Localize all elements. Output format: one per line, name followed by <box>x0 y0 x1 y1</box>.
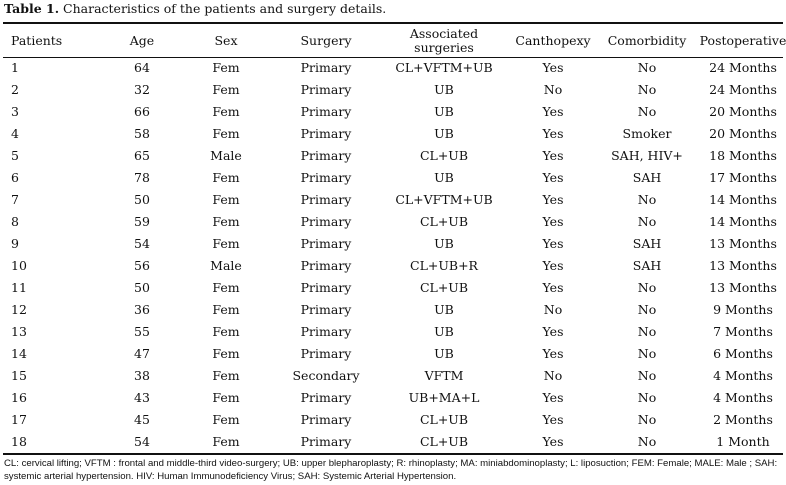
sex-cell: Fem <box>212 280 240 295</box>
postoperative-cell: 4 Months <box>713 390 773 405</box>
sex-cell: Fem <box>212 104 240 119</box>
surgery-cell: Primary <box>300 346 352 361</box>
canthopexy-cell: Yes <box>542 60 564 75</box>
sex-cell: Fem <box>212 126 240 141</box>
associated-surgeries-cell: CL+UB+R <box>410 258 478 273</box>
surgery-cell: Primary <box>300 390 352 405</box>
table-row <box>3 167 786 189</box>
associated-surgeries-cell: UB+MA+L <box>408 390 480 405</box>
column-header-comorbidity: Comorbidity <box>607 32 687 48</box>
postoperative-cell: 13 Months <box>709 236 777 251</box>
column-header-age: Age <box>129 32 155 48</box>
surgery-cell: Primary <box>300 170 352 185</box>
canthopexy-cell: Yes <box>542 258 564 273</box>
header-row <box>3 24 786 57</box>
patient-cell: 9 <box>11 236 19 251</box>
surgery-cell: Primary <box>300 148 352 163</box>
age-cell: 59 <box>134 214 150 229</box>
canthopexy-cell: Yes <box>542 148 564 163</box>
associated-surgeries-cell: UB <box>434 236 454 251</box>
table-row <box>3 387 786 409</box>
table-row <box>3 431 786 453</box>
sex-cell: Fem <box>212 412 240 427</box>
surgery-cell: Primary <box>300 60 352 75</box>
canthopexy-cell: Yes <box>542 214 564 229</box>
comorbidity-cell: No <box>637 192 657 207</box>
table-row <box>3 365 786 387</box>
postoperative-cell: 14 Months <box>709 192 777 207</box>
sex-cell: Fem <box>212 82 240 97</box>
sex-cell: Fem <box>212 368 240 383</box>
associated-surgeries-cell: CL+UB <box>419 280 469 295</box>
sex-cell: Fem <box>212 60 240 75</box>
column-header-patients: Patients <box>11 32 63 48</box>
age-cell: 50 <box>134 192 150 207</box>
age-cell: 65 <box>134 148 150 163</box>
associated-surgeries-cell: UB <box>434 170 454 185</box>
patient-cell: 4 <box>11 126 19 141</box>
associated-surgeries-cell: UB <box>434 104 454 119</box>
table-row <box>3 321 786 343</box>
patient-cell: 5 <box>11 148 19 163</box>
postoperative-cell: 4 Months <box>713 368 773 383</box>
patients-table <box>3 24 786 453</box>
surgery-cell: Secondary <box>292 368 360 383</box>
age-cell: 47 <box>134 346 150 361</box>
associated-surgeries-cell: VFTM <box>424 368 464 383</box>
column-header-postoperative: Postoperative <box>699 32 786 48</box>
sex-cell: Male <box>210 258 242 273</box>
comorbidity-cell: No <box>637 214 657 229</box>
postoperative-cell: 14 Months <box>709 214 777 229</box>
associated-surgeries-cell: UB <box>434 302 454 317</box>
comorbidity-cell: No <box>637 390 657 405</box>
sex-cell: Male <box>210 148 242 163</box>
age-cell: 50 <box>134 280 150 295</box>
age-cell: 54 <box>134 434 150 449</box>
table-row <box>3 189 786 211</box>
table-row <box>3 57 786 79</box>
surgery-cell: Primary <box>300 258 352 273</box>
postoperative-cell: 24 Months <box>709 60 777 75</box>
canthopexy-cell: Yes <box>542 280 564 295</box>
age-cell: 54 <box>134 236 150 251</box>
comorbidity-cell: No <box>637 82 657 97</box>
comorbidity-cell: No <box>637 280 657 295</box>
age-cell: 64 <box>134 60 150 75</box>
patient-cell: 15 <box>11 368 27 383</box>
canthopexy-cell: No <box>543 368 563 383</box>
column-header-canthopexy: Canthopexy <box>515 32 591 48</box>
patient-cell: 1 <box>11 60 19 75</box>
comorbidity-cell: No <box>637 412 657 427</box>
surgery-cell: Primary <box>300 214 352 229</box>
table-row <box>3 299 786 321</box>
table-caption-label: Table 1. <box>4 1 60 16</box>
postoperative-cell: 24 Months <box>709 82 777 97</box>
associated-surgeries-cell: CL+UB <box>419 434 469 449</box>
surgery-cell: Primary <box>300 302 352 317</box>
postoperative-cell: 6 Months <box>713 346 773 361</box>
table-caption <box>4 1 386 17</box>
table-row <box>3 211 786 233</box>
patient-cell: 8 <box>11 214 19 229</box>
comorbidity-cell: SAH <box>632 236 662 251</box>
comorbidity-cell: No <box>637 302 657 317</box>
comorbidity-cell: SAH <box>632 170 662 185</box>
age-cell: 45 <box>134 412 150 427</box>
canthopexy-cell: Yes <box>542 192 564 207</box>
comorbidity-cell: SAH <box>632 258 662 273</box>
comorbidity-cell: No <box>637 324 657 339</box>
comorbidity-cell: No <box>637 60 657 75</box>
table-row <box>3 123 786 145</box>
table-row <box>3 101 786 123</box>
canthopexy-cell: Yes <box>542 170 564 185</box>
table-row <box>3 409 786 431</box>
comorbidity-cell: Smoker <box>622 126 672 141</box>
surgery-cell: Primary <box>300 126 352 141</box>
age-cell: 66 <box>134 104 150 119</box>
associated-surgeries-cell: UB <box>434 324 454 339</box>
postoperative-cell: 17 Months <box>709 170 777 185</box>
canthopexy-cell: Yes <box>542 104 564 119</box>
canthopexy-cell: Yes <box>542 346 564 361</box>
associated-surgeries-cell: CL+UB <box>419 148 469 163</box>
postoperative-cell: 20 Months <box>709 104 777 119</box>
sex-cell: Fem <box>212 170 240 185</box>
postoperative-cell: 18 Months <box>709 148 777 163</box>
canthopexy-cell: No <box>543 82 563 97</box>
surgery-cell: Primary <box>300 324 352 339</box>
comorbidity-cell: No <box>637 104 657 119</box>
patient-cell: 2 <box>11 82 19 97</box>
postoperative-cell: 2 Months <box>713 412 773 427</box>
age-cell: 55 <box>134 324 150 339</box>
surgery-cell: Primary <box>300 412 352 427</box>
table-row <box>3 145 786 167</box>
postoperative-cell: 20 Months <box>709 126 777 141</box>
canthopexy-cell: Yes <box>542 236 564 251</box>
canthopexy-cell: Yes <box>542 126 564 141</box>
table-caption-text: Characteristics of the patients and surgery details. <box>59 1 387 16</box>
table-row <box>3 277 786 299</box>
patient-cell: 16 <box>11 390 27 405</box>
sex-cell: Fem <box>212 214 240 229</box>
table-row <box>3 233 786 255</box>
patient-cell: 11 <box>11 280 27 295</box>
surgery-cell: Primary <box>300 280 352 295</box>
table-body <box>3 57 786 453</box>
sex-cell: Fem <box>212 192 240 207</box>
surgery-cell: Primary <box>300 434 352 449</box>
sex-cell: Fem <box>212 346 240 361</box>
canthopexy-cell: Yes <box>542 412 564 427</box>
comorbidity-cell: No <box>637 368 657 383</box>
associated-surgeries-cell: CL+UB <box>419 214 469 229</box>
postoperative-cell: 9 Months <box>713 302 773 317</box>
surgery-cell: Primary <box>300 104 352 119</box>
associated-surgeries-cell: UB <box>434 82 454 97</box>
age-cell: 36 <box>134 302 150 317</box>
table-bottom-rule <box>3 453 783 455</box>
associated-surgeries-cell: UB <box>434 126 454 141</box>
patient-cell: 17 <box>11 412 27 427</box>
surgery-cell: Primary <box>300 236 352 251</box>
patient-cell: 6 <box>11 170 19 185</box>
column-header-associated-surgeries: Associated surgeries <box>409 25 479 55</box>
age-cell: 58 <box>134 126 150 141</box>
sex-cell: Fem <box>212 434 240 449</box>
patient-cell: 13 <box>11 324 27 339</box>
postoperative-cell: 13 Months <box>709 280 777 295</box>
canthopexy-cell: Yes <box>542 434 564 449</box>
patient-cell: 7 <box>11 192 19 207</box>
table-row <box>3 79 786 101</box>
age-cell: 78 <box>134 170 150 185</box>
patient-cell: 18 <box>11 434 27 449</box>
comorbidity-cell: SAH, HIV+ <box>611 148 683 163</box>
column-header-surgery: Surgery <box>300 32 352 48</box>
age-cell: 43 <box>134 390 150 405</box>
table-row <box>3 255 786 277</box>
age-cell: 56 <box>134 258 150 273</box>
table-footnote: CL: cervical lifting; VFTM : frontal and middle-third video-surgery; UB: upper blepharoplasty; R: rhinoplasty; MA: miniabdominoplasty; L: liposuction; FEM: Female; MALE: Male ; SAH: systemic arterial hypertension. HIV: Human Immunodeficiency Virus; SAH: Systemic Arterial Hypertension. <box>4 458 778 482</box>
table-row <box>3 343 786 365</box>
associated-surgeries-cell: CL+VFTM+UB <box>395 60 493 75</box>
age-cell: 32 <box>134 82 150 97</box>
associated-surgeries-cell: CL+VFTM+UB <box>395 192 493 207</box>
patient-cell: 3 <box>11 104 19 119</box>
sex-cell: Fem <box>212 390 240 405</box>
surgery-cell: Primary <box>300 192 352 207</box>
associated-surgeries-cell: UB <box>434 346 454 361</box>
postoperative-cell: 1 Month <box>716 434 770 449</box>
canthopexy-cell: No <box>543 302 563 317</box>
surgery-cell: Primary <box>300 82 352 97</box>
associated-surgeries-cell: CL+UB <box>419 412 469 427</box>
postoperative-cell: 7 Months <box>713 324 773 339</box>
column-header-sex: Sex <box>214 32 238 48</box>
patient-cell: 10 <box>11 258 27 273</box>
age-cell: 38 <box>134 368 150 383</box>
patient-cell: 12 <box>11 302 27 317</box>
sex-cell: Fem <box>212 302 240 317</box>
sex-cell: Fem <box>212 236 240 251</box>
sex-cell: Fem <box>212 324 240 339</box>
comorbidity-cell: No <box>637 434 657 449</box>
patient-cell: 14 <box>11 346 27 361</box>
comorbidity-cell: No <box>637 346 657 361</box>
canthopexy-cell: Yes <box>542 324 564 339</box>
canthopexy-cell: Yes <box>542 390 564 405</box>
table-header <box>3 24 786 57</box>
postoperative-cell: 13 Months <box>709 258 777 273</box>
